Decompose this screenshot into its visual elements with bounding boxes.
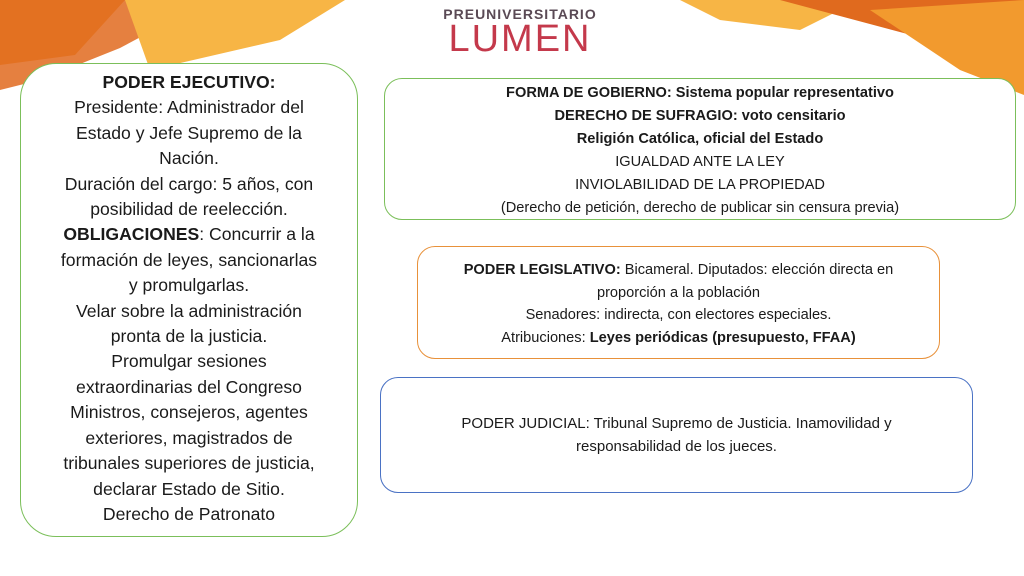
ejecutivo-line: tribunales superiores de justicia, — [63, 453, 315, 474]
poder-ejecutivo-box — [20, 63, 358, 537]
atribuciones-text: Leyes periódicas (presupuesto, FFAA) — [589, 329, 856, 346]
legislativo-text: Bicameral. Diputados: elección directa en — [620, 262, 894, 278]
legislativo-line — [418, 259, 939, 282]
ejecutivo-line: posibilidad de reelección. — [90, 199, 288, 220]
poder-legislativo-box — [417, 246, 940, 359]
ejecutivo-line: Ministros, consejeros, agentes — [70, 402, 308, 423]
ejecutivo-line: Promulgar sesiones — [111, 351, 267, 372]
ejecutivo-line: Presidente: Administrador del — [74, 97, 304, 118]
poder-judicial-box — [380, 377, 973, 493]
inviolabilidad-line: INVIOLABILIDAD DE LA PROPIEDAD — [575, 177, 825, 193]
ejecutivo-line: y promulgarlas. — [128, 275, 250, 296]
left-light-shape — [125, 0, 345, 70]
ejecutivo-line: extraordinarias del Congreso — [76, 376, 302, 397]
legislativo-label: PODER LEGISLATIVO: — [463, 262, 621, 278]
igualdad-line: IGUALDAD ANTE LA LEY — [615, 154, 785, 170]
lumen-logo — [440, 6, 600, 58]
ejecutivo-line: Derecho de Patronato — [102, 503, 276, 524]
atribuciones-line — [418, 327, 939, 350]
ejecutivo-line: Nación. — [159, 148, 219, 169]
ejecutivo-heading: PODER EJECUTIVO: — [102, 72, 276, 92]
logo-subtitle: PREUNIVERSITARIO — [443, 6, 597, 22]
ejecutivo-line: pronta de la justicia. — [110, 326, 268, 347]
legislativo-line: proporción a la población — [596, 284, 761, 301]
legislativo-line: Senadores: indirecta, con electores especiales. — [525, 307, 832, 323]
atribuciones-label: Atribuciones: — [501, 329, 590, 346]
ejecutivo-line: Estado y Jefe Supremo de la — [76, 122, 302, 143]
obligaciones-label: OBLIGACIONES — [63, 224, 200, 245]
religion-line: Religión Católica, oficial del Estado — [576, 131, 824, 147]
obligaciones-text: : Concurrir a la — [199, 224, 315, 245]
ejecutivo-line: formación de leyes, sancionarlas — [60, 249, 318, 270]
ejecutivo-line: exteriores, magistrados de — [85, 427, 293, 448]
judicial-line: PODER JUDICIAL: Tribunal Supremo de Justicia. Inamovilidad y — [461, 415, 892, 432]
forma-gobierno-line: FORMA DE GOBIERNO: Sistema popular representativo — [506, 85, 894, 101]
forma-gobierno-box — [384, 78, 1016, 220]
derecho-sufragio-line: DERECHO DE SUFRAGIO: voto censitario — [554, 108, 846, 124]
ejecutivo-line: Velar sobre la administración — [76, 300, 302, 321]
ejecutivo-line: declarar Estado de Sitio. — [93, 478, 285, 499]
ejecutivo-line: Duración del cargo: 5 años, con — [64, 173, 314, 194]
derechos-line: (Derecho de petición, derecho de publicar sin censura previa) — [500, 200, 900, 216]
logo-title: LUMEN — [448, 18, 592, 60]
obligaciones-line — [21, 222, 357, 247]
judicial-line: responsabilidad de los jueces. — [576, 438, 777, 455]
